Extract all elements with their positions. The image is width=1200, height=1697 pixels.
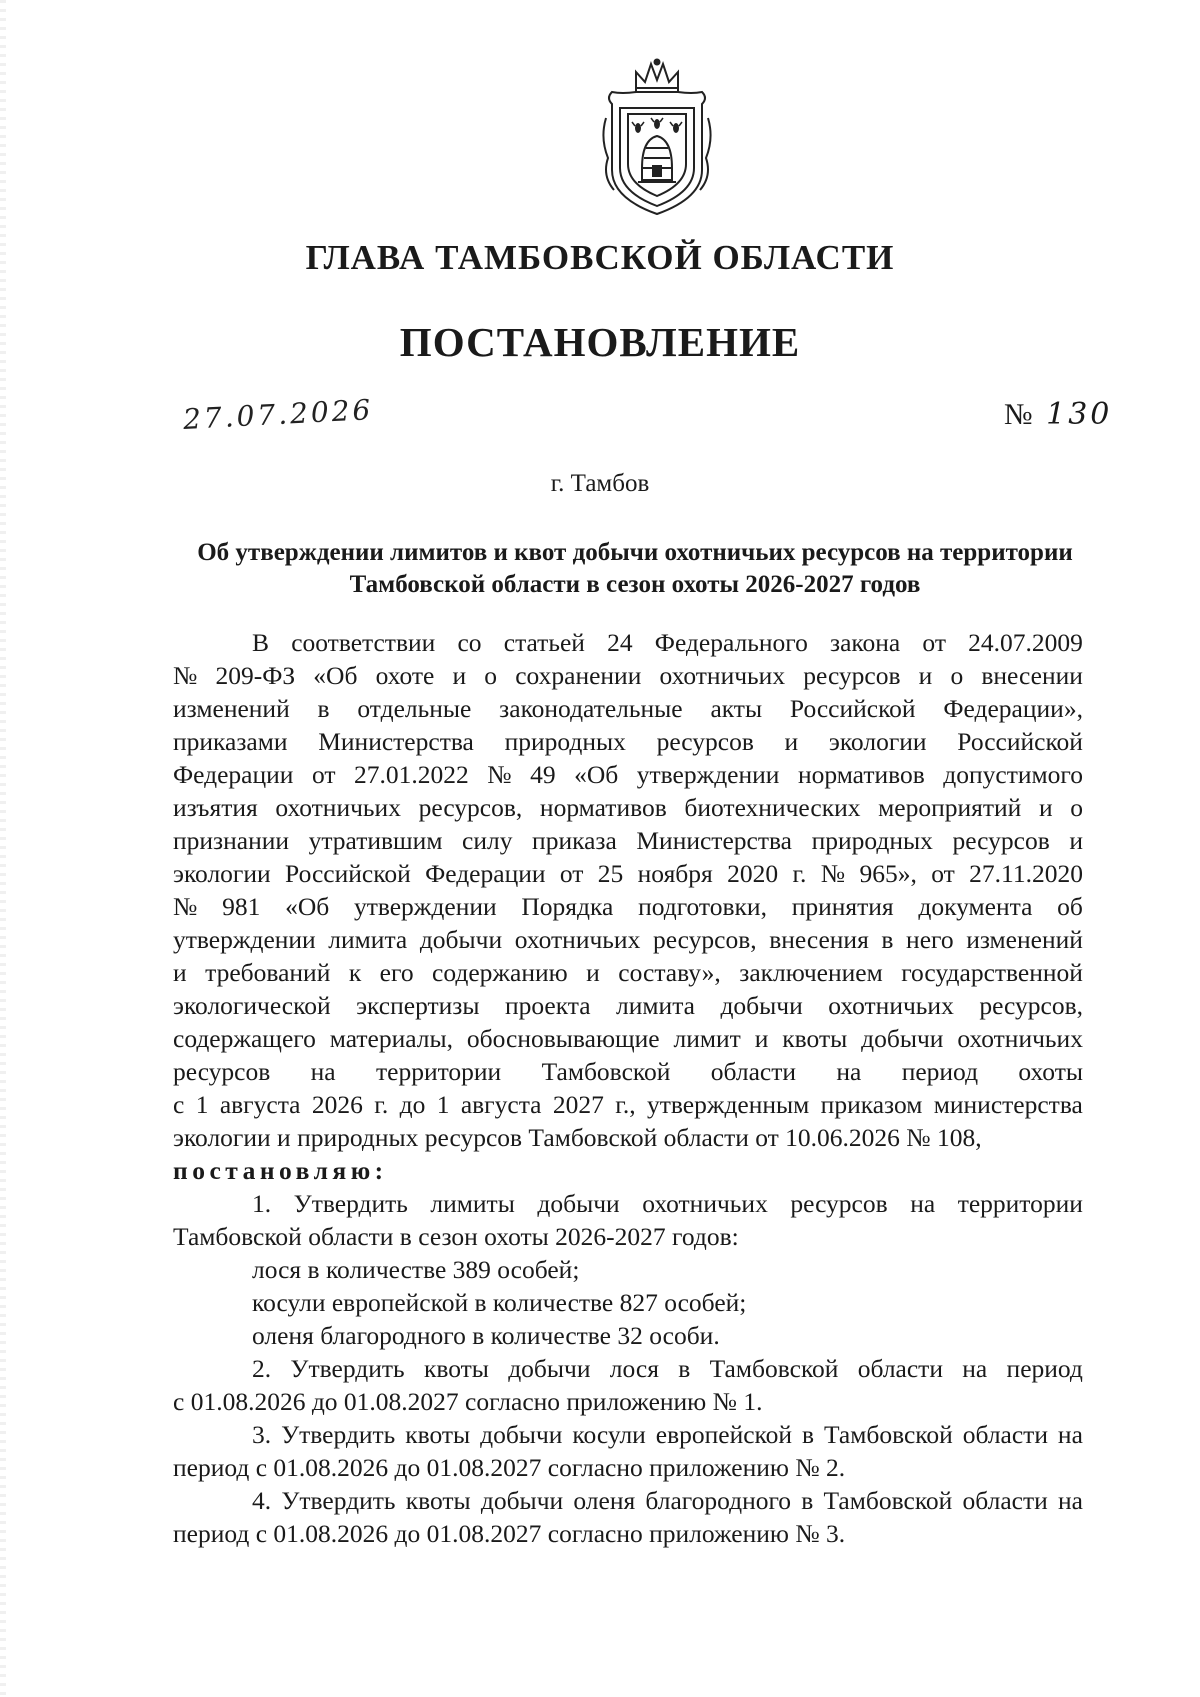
item-3-line bbox=[173, 1418, 1083, 1451]
item-3-line bbox=[173, 1451, 1083, 1484]
preamble-line bbox=[173, 1055, 1083, 1088]
preamble-text: ресурсов на территории Тамбовской области на период охоты bbox=[173, 1057, 1083, 1086]
preamble-line bbox=[173, 1022, 1083, 1055]
city-line: г. Тамбов bbox=[550, 470, 650, 497]
preamble-line bbox=[173, 659, 1083, 692]
item-2-text: 2. Утвердить квоты добычи лося в Тамбовской области на период bbox=[252, 1354, 1083, 1383]
item-1-text: Тамбовской области в сезон охоты 2026-2027 годов: bbox=[173, 1222, 739, 1251]
preamble-text: с 1 августа 2026 г. до 1 августа 2027 г., утвержденным приказом министерства bbox=[173, 1090, 1083, 1119]
limit-item bbox=[173, 1286, 1083, 1319]
preamble-text: изменений в отдельные законодательные акты Российской Федерации», bbox=[173, 694, 1083, 723]
item-1-line bbox=[173, 1187, 1083, 1220]
preamble-line bbox=[173, 824, 1083, 857]
item-3-text: период с 01.08.2026 до 01.08.2027 согласно приложению № 2. bbox=[173, 1453, 846, 1482]
document-number-handwritten: 130 bbox=[1046, 397, 1113, 432]
preamble-line bbox=[173, 1121, 1083, 1154]
item-1-text: 1. Утвердить лимиты добычи охотничьих ресурсов на территории bbox=[252, 1189, 1083, 1218]
resolve-word: постановляю: bbox=[173, 1156, 388, 1185]
preamble-line bbox=[173, 692, 1083, 725]
document-date-handwritten: 27.07.2026 bbox=[182, 393, 375, 436]
item-2-line bbox=[173, 1352, 1083, 1385]
preamble-text: и требований к его содержанию и составу», заключением государственной bbox=[173, 958, 1083, 987]
preamble-text: экологической экспертизы проекта лимита добычи охотничьих ресурсов, bbox=[173, 991, 1083, 1020]
limit-item bbox=[173, 1319, 1083, 1352]
limit-text: оленя благородного в количестве 32 особи. bbox=[252, 1321, 720, 1350]
preamble-text: утверждении лимита добычи охотничьих ресурсов, внесения в него изменений bbox=[173, 925, 1083, 954]
preamble-text: экологии Российской Федерации от 25 ноября 2020 г. № 965», от 27.11.2020 bbox=[173, 859, 1083, 888]
limit-text: косули европейской в количестве 827 особей; bbox=[252, 1288, 747, 1317]
preamble-text: № 209-ФЗ «Об охоте и о сохранении охотничьих ресурсов и о внесении bbox=[173, 661, 1083, 690]
preamble-line bbox=[173, 725, 1083, 758]
document-type-heading: ПОСТАНОВЛЕНИЕ bbox=[399, 319, 801, 365]
item-2-line bbox=[173, 1385, 1083, 1418]
preamble-line bbox=[173, 758, 1083, 791]
authority-title: ГЛАВА ТАМБОВСКОЙ ОБЛАСТИ bbox=[305, 238, 895, 277]
item-4-line bbox=[173, 1517, 1083, 1550]
preamble-line bbox=[173, 890, 1083, 923]
preamble-text: содержащего материалы, обосновывающие лимит и квоты добычи охотничьих bbox=[173, 1024, 1083, 1053]
limit-text: лося в количестве 389 особей; bbox=[252, 1255, 580, 1284]
preamble-line bbox=[173, 857, 1083, 890]
preamble-text: экологии и природных ресурсов Тамбовской области от 10.06.2026 № 108, bbox=[173, 1123, 982, 1152]
item-4-text: 4. Утвердить квоты добычи оленя благородного в Тамбовской области на bbox=[252, 1486, 1083, 1515]
coat-of-arms-emblem bbox=[598, 58, 716, 218]
preamble-line bbox=[173, 989, 1083, 1022]
item-3-text: 3. Утвердить квоты добычи косули европейской в Тамбовской области на bbox=[252, 1420, 1083, 1449]
preamble-text: Федерации от 27.01.2022 № 49 «Об утверждении нормативов допустимого bbox=[173, 760, 1083, 789]
preamble-text: В соответствии со статьей 24 Федерального закона от 24.07.2009 bbox=[252, 628, 1083, 657]
item-4-text: период с 01.08.2026 до 01.08.2027 согласно приложению № 3. bbox=[173, 1519, 846, 1548]
preamble-text: изъятия охотничьих ресурсов, нормативов биотехнических мероприятий и о bbox=[173, 793, 1083, 822]
preamble-text: № 981 «Об утверждении Порядка подготовки, принятия документа об bbox=[173, 892, 1083, 921]
document-number bbox=[1004, 397, 1112, 432]
preamble-line bbox=[173, 923, 1083, 956]
preamble-text: признании утратившим силу приказа Министерства природных ресурсов и bbox=[173, 826, 1083, 855]
preamble-line bbox=[173, 1088, 1083, 1121]
preamble-line bbox=[173, 956, 1083, 989]
preamble-line bbox=[173, 626, 1083, 659]
item-1-line bbox=[173, 1220, 1083, 1253]
document-subject: Об утверждении лимитов и квот добычи охотничьих ресурсов на территории Тамбовской области в сезон охоты 2026-2027 годов bbox=[197, 539, 1073, 598]
preamble-text: приказами Министерства природных ресурсов и экологии Российской bbox=[173, 727, 1083, 756]
item-2-text: с 01.08.2026 до 01.08.2027 согласно приложению № 1. bbox=[173, 1387, 763, 1416]
preamble-line bbox=[173, 791, 1083, 824]
number-sign: № bbox=[1004, 398, 1033, 431]
document-body bbox=[173, 626, 1083, 1550]
item-4-line bbox=[173, 1484, 1083, 1517]
limit-item bbox=[173, 1253, 1083, 1286]
